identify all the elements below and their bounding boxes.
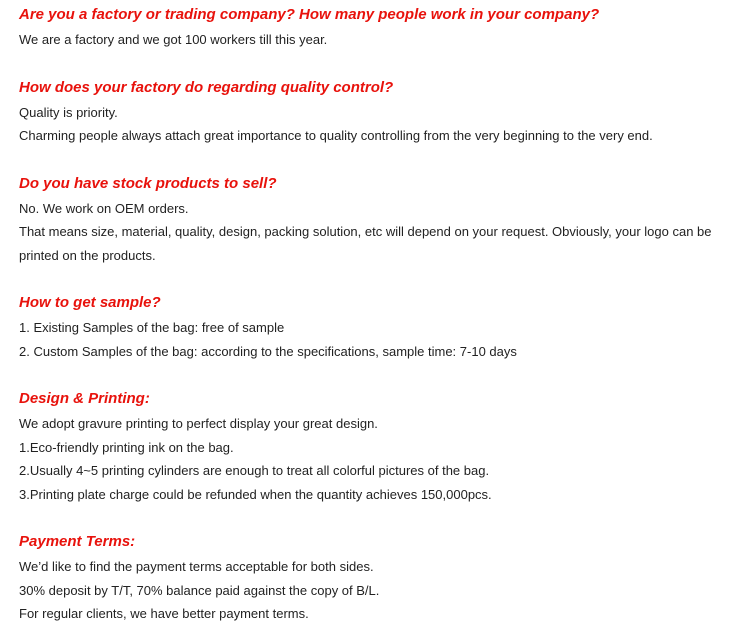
faq-answer bbox=[19, 101, 739, 148]
answer-line: Charming people always attach great importance to quality controlling from the very beginning to the very end. bbox=[19, 128, 653, 143]
section-spacer bbox=[19, 148, 739, 174]
answer-line: We are a factory and we got 100 workers till this year. bbox=[19, 32, 328, 47]
answer-line: We’d like to find the payment terms acceptable for both sides. bbox=[19, 559, 374, 574]
faq-question: How does your factory do regarding quality control? bbox=[19, 78, 394, 96]
faq-question: Design & Printing: bbox=[19, 390, 150, 407]
faq-question: Are you a factory or trading company? How many people work in your company? bbox=[19, 6, 600, 23]
faq-answer bbox=[19, 555, 739, 626]
section-spacer bbox=[19, 506, 739, 532]
faq-section-payment-terms bbox=[19, 532, 739, 626]
answer-line: 1. Existing Samples of the bag: free of sample bbox=[19, 320, 285, 335]
faq-question: Do you have stock products to sell? bbox=[19, 174, 277, 192]
faq-question: How to get sample? bbox=[19, 294, 161, 311]
answer-line: Quality is priority. bbox=[19, 104, 118, 120]
faq-answer bbox=[19, 316, 739, 363]
answer-line: 1.Eco-friendly printing ink on the bag. bbox=[19, 439, 234, 455]
section-spacer bbox=[19, 267, 739, 293]
faq-section-sample bbox=[19, 293, 739, 363]
faq-section-quality-control bbox=[19, 78, 739, 148]
faq-question: Payment Terms: bbox=[19, 533, 136, 550]
faq-section-design-printing bbox=[19, 389, 739, 506]
answer-line: For regular clients, we have better payment terms. bbox=[19, 606, 309, 621]
faq-section-factory bbox=[19, 5, 739, 52]
answer-line: 3.Printing plate charge could be refunded when the quantity achieves 150,000pcs. bbox=[19, 486, 492, 502]
faq-answer bbox=[19, 197, 739, 268]
answer-line: 2.Usually 4~5 printing cylinders are enough to treat all colorful pictures of the bag. bbox=[19, 463, 490, 478]
answer-line: 2. Custom Samples of the bag: according to the specifications, sample time: 7-10 days bbox=[19, 343, 517, 359]
section-spacer bbox=[19, 363, 739, 389]
faq-answer bbox=[19, 412, 739, 506]
answer-line: We adopt gravure printing to perfect display your great design. bbox=[19, 416, 378, 431]
answer-line: No. We work on OEM orders. bbox=[19, 200, 189, 216]
answer-line: 30% deposit by T/T, 70% balance paid against the copy of B/L. bbox=[19, 582, 380, 598]
section-spacer bbox=[19, 52, 739, 78]
answer-line: That means size, material, quality, design, packing solution, etc will depend on your request. Obviously, your logo can be printed on the products. bbox=[19, 224, 712, 263]
faq-section-stock bbox=[19, 174, 739, 268]
faq-document bbox=[19, 5, 739, 626]
faq-answer bbox=[19, 28, 739, 52]
